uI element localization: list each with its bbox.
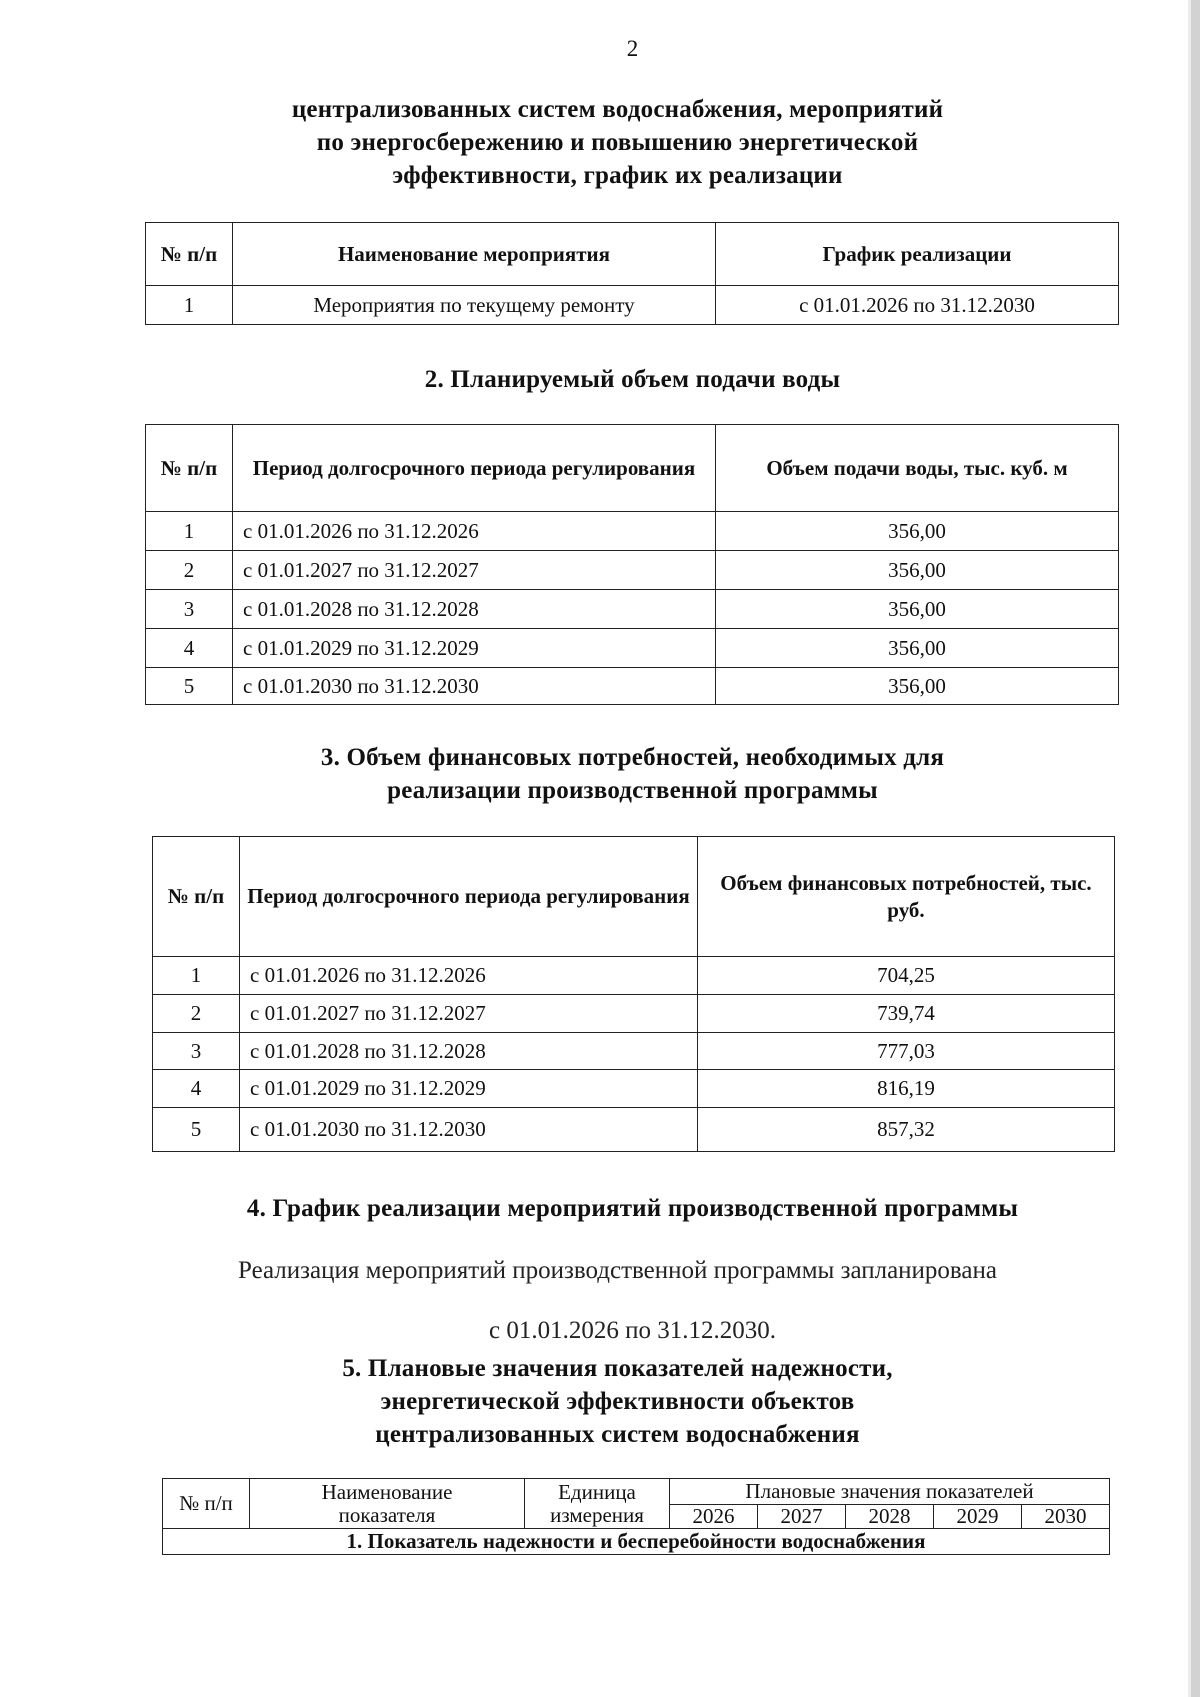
column-header: График реализации [716,223,1119,286]
table-row [146,551,1119,590]
table-cell: с 01.01.2026 по 31.12.2030 [716,286,1119,325]
table-cell: с 01.01.2027 по 31.12.2027 [233,551,716,590]
table-cell: 1 [153,957,240,995]
year-header: 2029 [933,1505,1021,1529]
table-cell: 2 [146,551,233,590]
table-row [153,1108,1115,1152]
section5-title [0,1352,1200,1451]
table-cell: 1 [146,512,233,551]
header-title-line: по энергосбережению и повышению энергетической [316,129,919,156]
table-cell: 356,00 [716,668,1119,705]
column-header: Период долгосрочного периода регулирования [240,837,698,957]
measures-table [145,222,1119,325]
section5-title-line: централизованных систем водоснабжения [375,1421,860,1448]
section4-text: Реализация мероприятий производственной программы запланирована [238,1257,997,1284]
column-header-line: измерения [550,1502,644,1527]
section3-title-line: 3. Объем финансовых потребностей, необходимых для [320,744,945,771]
table-cell: с 01.01.2028 по 31.12.2028 [233,590,716,629]
header-title-line: эффективности, график их реализации [392,162,843,189]
header-title-line: централизованных систем водоснабжения, мероприятий [291,96,944,123]
table-cell: 5 [153,1108,240,1152]
section3-title [0,741,1200,807]
header-title [0,93,1200,192]
table-cell: 3 [153,1033,240,1070]
column-header-line: показателя [338,1502,436,1527]
section5-title-line: 5. Плановые значения показателей надежности, [342,1355,893,1382]
table-cell: с 01.01.2026 по 31.12.2026 [233,512,716,551]
table-row [153,995,1115,1033]
table-cell: 5 [146,668,233,705]
table-cell: 356,00 [716,512,1119,551]
column-header [250,1479,525,1529]
column-header: Объем финансовых потребностей, тыс. руб. [698,837,1115,957]
table-cell: с 01.01.2029 по 31.12.2029 [233,629,716,668]
table-cell: 1 [146,286,233,325]
finance-table [152,836,1115,1152]
table-cell: 3 [146,590,233,629]
section5-title-line: энергетической эффективности объектов [380,1388,855,1415]
table-cell: с 01.01.2026 по 31.12.2026 [240,957,698,995]
table-cell: 704,25 [698,957,1115,995]
table-row [153,957,1115,995]
table-cell: 4 [146,629,233,668]
section3-title-line: реализации производственной программы [387,777,878,804]
table-row [146,590,1119,629]
table-cell: 816,19 [698,1070,1115,1108]
table-cell: 356,00 [716,551,1119,590]
column-header: Наименование мероприятия [233,223,716,286]
table-row [153,1033,1115,1070]
table-cell: 4 [153,1070,240,1108]
table-cell: 777,03 [698,1033,1115,1070]
table-cell: с 01.01.2027 по 31.12.2027 [240,995,698,1033]
table-cell: с 01.01.2030 по 31.12.2030 [233,668,716,705]
table-cell: с 01.01.2030 по 31.12.2030 [240,1108,698,1152]
column-header: Объем подачи воды, тыс. куб. м [716,425,1119,512]
column-header-line: Единица [558,1479,636,1504]
page-number: 2 [626,36,639,61]
column-header: Плановые значения показателей [670,1479,1110,1505]
table-cell: с 01.01.2029 по 31.12.2029 [240,1070,698,1108]
subsection-row: 1. Показатель надежности и бесперебойности водоснабжения [163,1529,1110,1555]
table-cell: с 01.01.2028 по 31.12.2028 [240,1033,698,1070]
column-header: Период долгосрочного периода регулирования [233,425,716,512]
column-header: № п/п [153,837,240,957]
column-header: № п/п [146,425,233,512]
indicators-table [162,1478,1110,1555]
year-header: 2028 [845,1505,933,1529]
section4-title: 4. График реализации мероприятий производственной программы [246,1195,1019,1222]
table-cell: 739,74 [698,995,1115,1033]
table-cell: Мероприятия по текущему ремонту [233,286,716,325]
column-header-line: Наименование [321,1479,453,1504]
table-cell: 857,32 [698,1108,1115,1152]
column-header: № п/п [163,1479,250,1529]
table-row [146,629,1119,668]
table-cell: 2 [153,995,240,1033]
table-row [146,512,1119,551]
table-cell: 356,00 [716,590,1119,629]
table-row [146,668,1119,705]
year-header: 2027 [757,1505,845,1529]
section2-title: 2. Планируемый объем подачи воды [424,366,841,393]
water-supply-table [145,424,1119,705]
table-row [153,1070,1115,1108]
year-header: 2030 [1021,1505,1109,1529]
column-header: № п/п [146,223,233,286]
year-header: 2026 [670,1505,758,1529]
section4-dates: с 01.01.2026 по 31.12.2030. [489,1317,776,1344]
table-row [146,286,1119,325]
table-cell: 356,00 [716,629,1119,668]
column-header [525,1479,670,1529]
